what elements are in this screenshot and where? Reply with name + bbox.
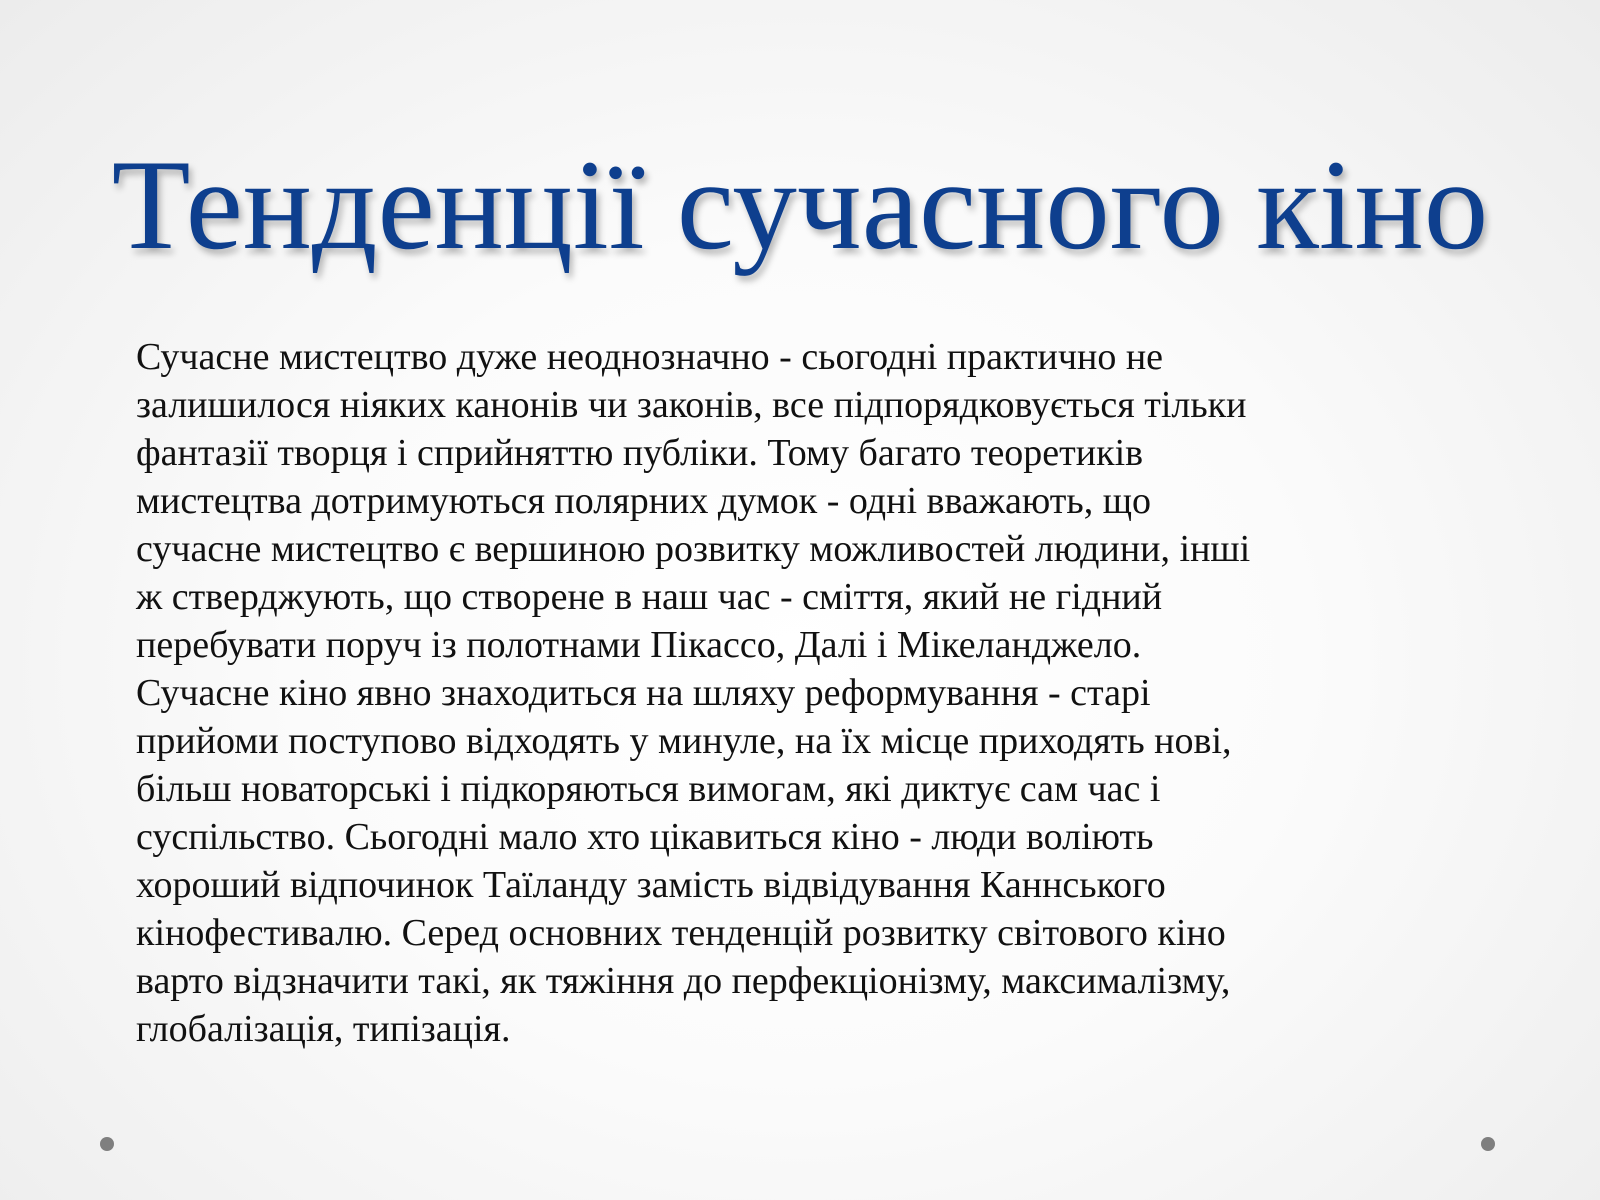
slide-title: Тенденції сучасного кіно bbox=[111, 133, 1489, 276]
body-line: більш новаторські і підкоряються вимогам, які диктує сам час і bbox=[136, 768, 1161, 810]
body-line: ж стверджують, що створене в наш час - сміття, який не гідний bbox=[136, 576, 1163, 618]
body-line: перебувати поруч із полотнами Пікассо, Далі і Мікеланджело. bbox=[136, 624, 1142, 666]
body-line: хороший відпочинок Таїланду замість відвідування Каннського bbox=[136, 864, 1166, 906]
body-line: варто відзначити такі, як тяжіння до перфекціонізму, максималізму, bbox=[136, 960, 1231, 1002]
body-line: Сучасне кіно явно знаходиться на шляху реформування - старі bbox=[136, 672, 1151, 714]
body-line: глобалізація, типізація. bbox=[136, 1008, 511, 1050]
body-line: прийоми поступово відходять у минуле, на їх місце приходять нові, bbox=[136, 720, 1232, 762]
body-line: суспільство. Сьогодні мало хто цікавиться кіно - люди воліють bbox=[136, 816, 1154, 858]
body-line: залишилося ніяких канонів чи законів, все підпорядковується тільки bbox=[136, 384, 1247, 426]
decorative-dot-left bbox=[100, 1137, 114, 1151]
body-line: Сучасне мистецтво дуже неоднозначно - сьогодні практично не bbox=[136, 336, 1164, 378]
body-line: сучасне мистецтво є вершиною розвитку можливостей людини, інші bbox=[136, 528, 1251, 570]
body-line: кінофестивалю. Серед основних тенденцій розвитку світового кіно bbox=[136, 912, 1226, 954]
body-line: фантазії творця і сприйняттю публіки. Тому багато теоретиків bbox=[136, 432, 1144, 474]
slide-body-text bbox=[136, 333, 1476, 1053]
decorative-dot-right bbox=[1481, 1137, 1495, 1151]
body-line: мистецтва дотримуються полярних думок - одні вважають, що bbox=[136, 480, 1151, 522]
